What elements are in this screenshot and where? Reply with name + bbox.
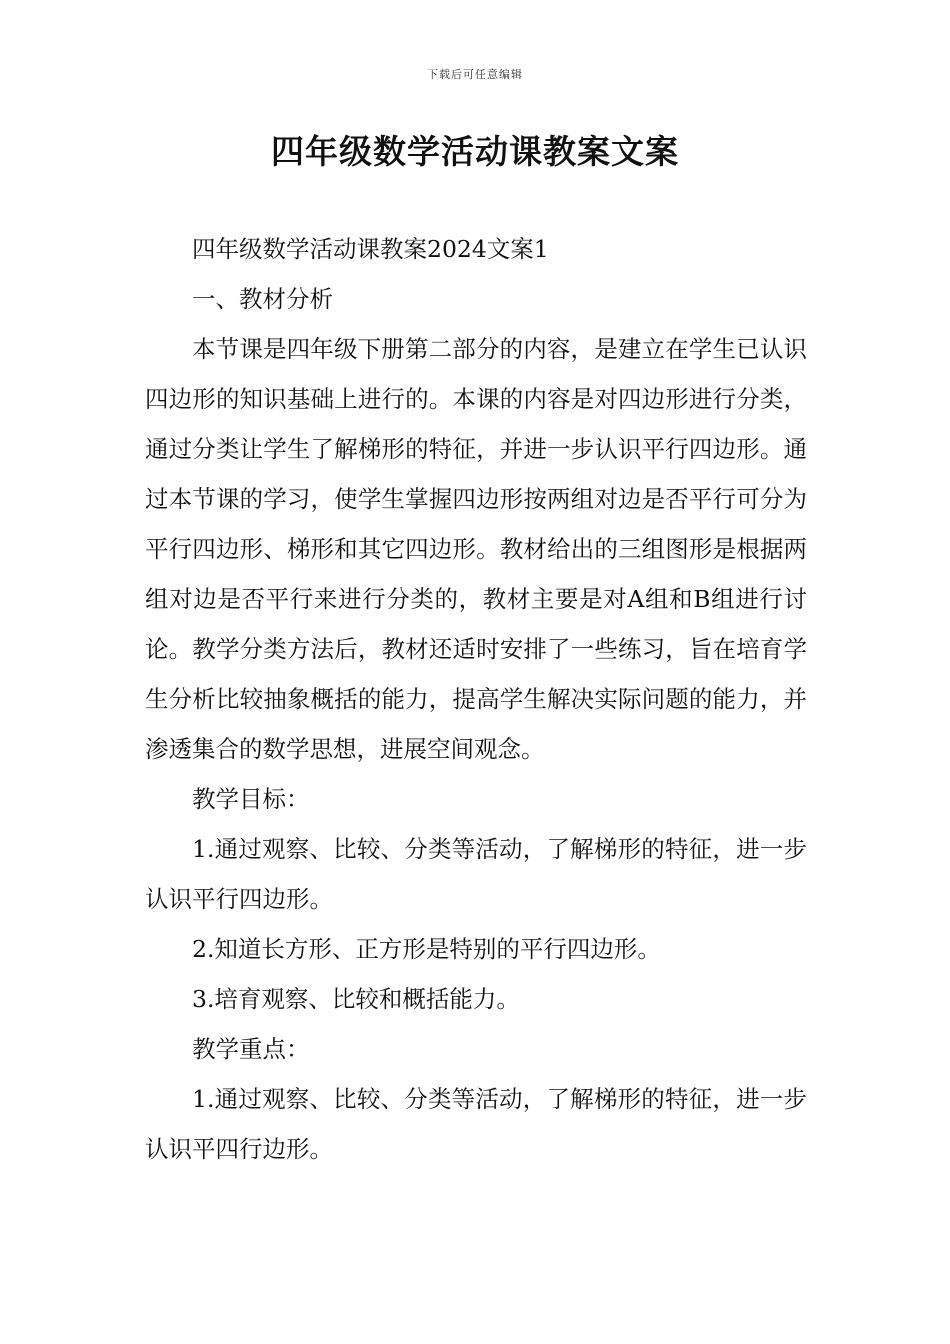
paragraph-subtitle: 四年级数学活动课教案2024文案1 xyxy=(192,235,549,263)
paragraph-analysis: 本节课是四年级下册第二部分的内容，是建立在学生已认识四边形的知识基础上进行的。本课的内容是对四边形进行分类，通过分类让学生了解梯形的特征，并进一步认识平行四边形。通过本节课的学习，使学生掌握四边形按两组对边是否平行可分为平行四边形、梯形和其它四边形。教材给出的三组图形是根据两组对边是否平行来进行分类的，教材主要是对A组和B组进行讨论。教学分类方法后，教材还适时安排了一些练习，旨在培育学生分析比较抽象概括的能力，提高学生解决实际问题的能力，并渗透集合的数学思想，进展空间观念。 xyxy=(145,335,807,763)
paragraph-goal-3: 3.培育观察、比较和概括能力。 xyxy=(192,985,520,1013)
document-title: 四年级数学活动课教案文案 xyxy=(271,132,679,171)
page-header-note: 下载后可任意编辑 xyxy=(427,68,523,81)
paragraph-goal-1: 1.通过观察、比较、分类等活动，了解梯形的特征，进一步认识平行四边形。 xyxy=(145,835,807,913)
document-body xyxy=(145,224,807,1174)
paragraph-section-heading: 一、教材分析 xyxy=(192,285,333,313)
paragraph-keypoint-1: 1.通过观察、比较、分类等活动，了解梯形的特征，进一步认识平四行边形。 xyxy=(145,1085,807,1163)
paragraph-goals-heading: 教学目标： xyxy=(192,785,310,813)
paragraph-goal-2: 2.知道长方形、正方形是特别的平行四边形。 xyxy=(192,935,661,963)
paragraph-keypoints-heading: 教学重点： xyxy=(192,1035,310,1063)
